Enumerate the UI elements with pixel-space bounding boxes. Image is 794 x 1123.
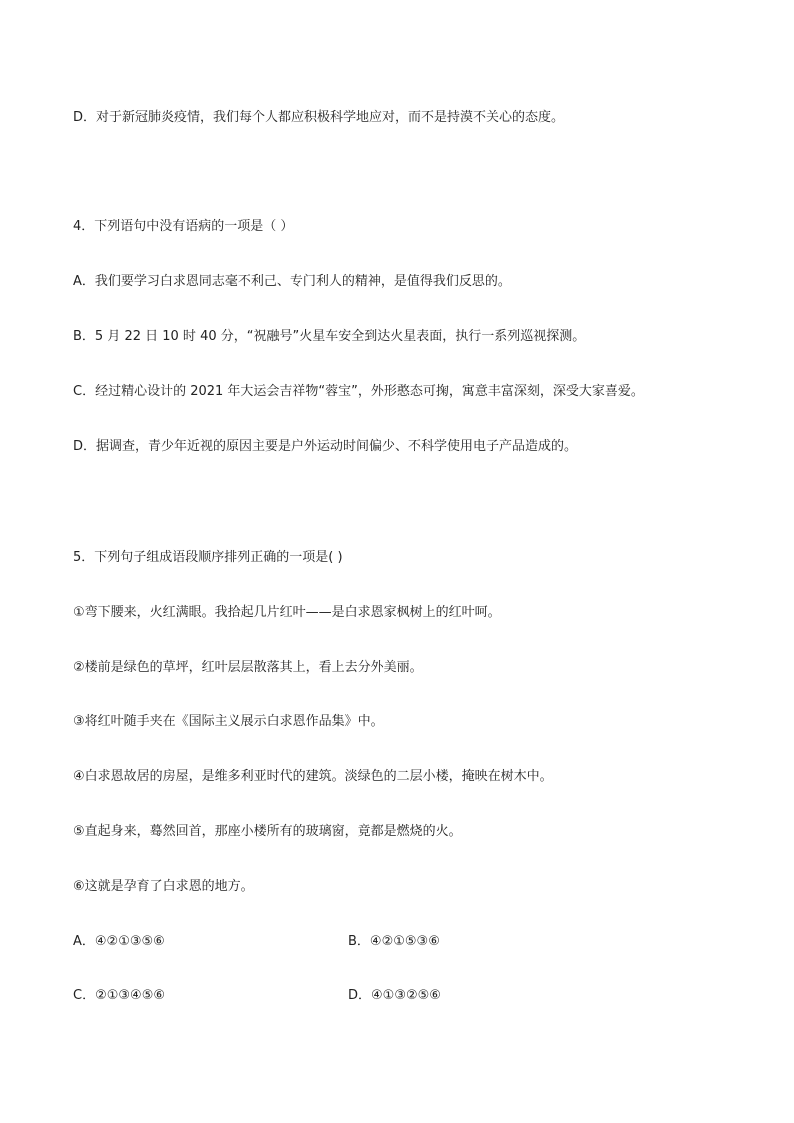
q5-sentence-1: ①弯下腰来，火红满眼。我拾起几片红叶——是白求恩家枫树上的红叶呵。 xyxy=(73,605,501,620)
q4-option-d: D．据调查，青少年近视的原因主要是户外运动时间偏少、不科学使用电子产品造成的。 xyxy=(73,439,578,454)
q4-option-a: A．我们要学习白求恩同志毫不利己、专门利人的精神，是值得我们反思的。 xyxy=(73,274,511,289)
q5-option-a: A．④②①③⑤⑥ xyxy=(73,934,165,949)
q5-sentence-2: ②楼前是绿色的草坪，红叶层层散落其上，看上去分外美丽。 xyxy=(73,660,423,675)
q5-sentence-6: ⑥这就是孕育了白求恩的地方。 xyxy=(73,879,254,894)
q5-option-c: C．②①③④⑤⑥ xyxy=(73,988,166,1003)
q5-sentence-3: ③将红叶随手夹在《国际主义展示白求恩作品集》中。 xyxy=(73,714,384,729)
q5-sentence-4: ④白求恩故居的房屋，是维多利亚时代的建筑。淡绿色的二层小楼，掩映在树木中。 xyxy=(73,769,553,784)
q4-stem: 4．下列语句中没有语病的一项是（ ） xyxy=(73,219,294,234)
q5-option-b: B．④②①⑤③⑥ xyxy=(348,934,440,949)
q5-stem: 5．下列句子组成语段顺序排列正确的一项是( ) xyxy=(73,550,343,565)
q5-option-d: D．④①③②⑤⑥ xyxy=(348,988,441,1003)
q3-option-d: D．对于新冠肺炎疫情，我们每个人都应积极科学地应对，而不是持漠不关心的态度。 xyxy=(73,110,565,125)
q4-option-b: B．5 月 22 日 10 时 40 分，“祝融号”火星车安全到达火星表面，执行一系列巡视探测。 xyxy=(73,329,586,344)
q4-option-c: C．经过精心设计的 2021 年大运会吉祥物“蓉宝”，外形憨态可掬，寓意丰富深刻，深受大家喜爱。 xyxy=(73,384,644,399)
q5-sentence-5: ⑤直起身来，蓦然回首，那座小楼所有的玻璃窗，竟都是燃烧的火。 xyxy=(73,824,462,839)
